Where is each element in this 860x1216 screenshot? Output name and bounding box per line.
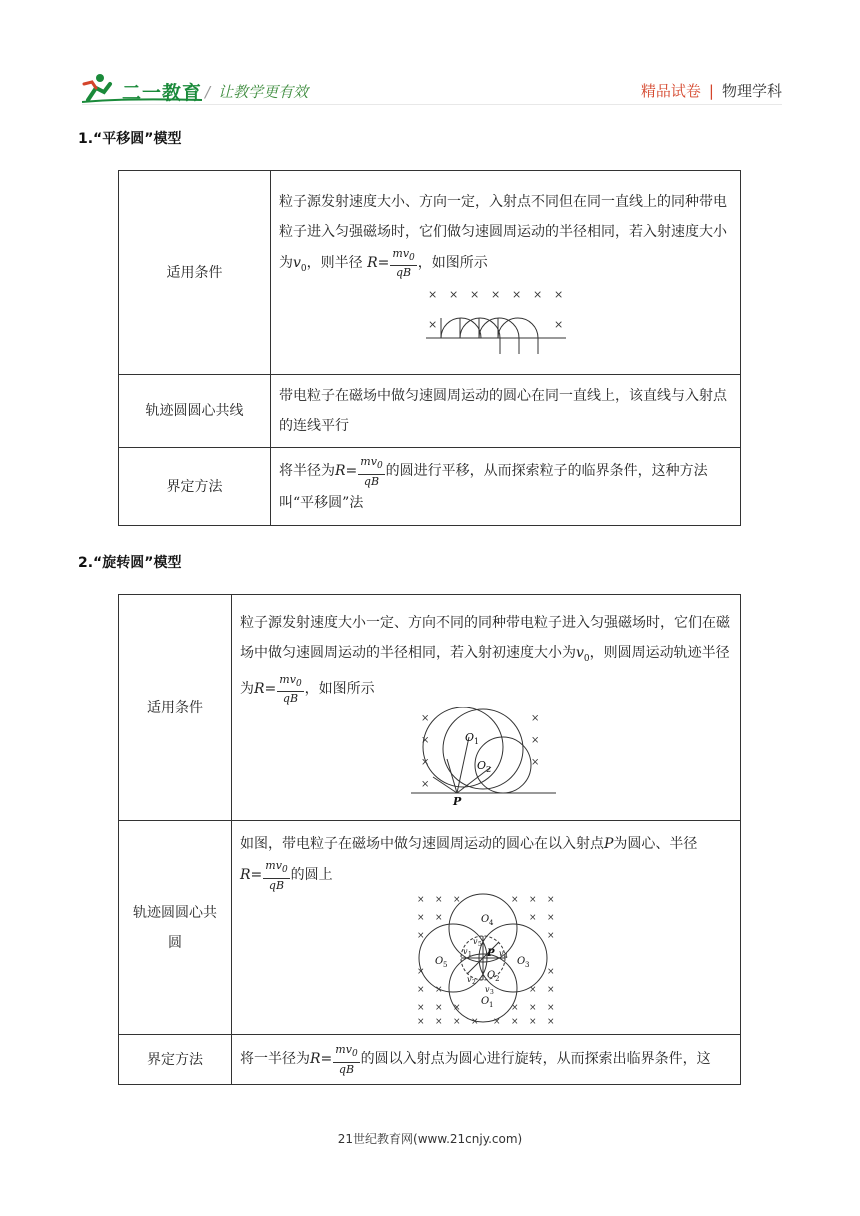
formula-eq: = [264,681,277,698]
frac-num: mv [265,859,282,873]
rotation-circles-figure [411,707,561,807]
field-cross: × [417,894,425,905]
field-cross: × [529,1002,537,1013]
label-v4: v [499,948,504,958]
row-text: 的圆以入射点为圆心进行旋转，从而探索出临界条件，这 [360,1051,711,1068]
formula-v-sub: 0 [300,263,307,274]
table-row [119,1035,741,1085]
field-cross: × [435,1002,443,1013]
field-cross: × [435,1016,443,1026]
field-cross: × [553,287,563,301]
formula-R: R [310,1051,321,1068]
label-v2: v [467,974,472,984]
row-text: 为圆心、半径 [613,836,698,853]
label-O1: O [481,995,490,1007]
label-O1: O [465,731,475,745]
row-text: 的圆上 [290,867,333,884]
row-text: 如图，带电粒子在磁场中做匀速圆周运动的圆心在以入射点 [240,836,604,853]
formula-eq: = [320,1051,333,1068]
field-cross: × [427,287,437,301]
label-v3-sub: 3 [490,988,494,996]
header-right [641,80,782,101]
frac-num: mv [279,673,296,687]
row-label: 轨迹圆圆心共线 [119,375,271,448]
field-cross: × [529,894,537,905]
frac-den: qB [363,474,380,488]
frac-den: qB [396,266,412,280]
field-cross: × [532,287,542,301]
table-row [119,821,741,1035]
field-cross: × [529,984,537,995]
row-text: 将半径为 [279,463,335,480]
label-v3: v [485,984,490,994]
radius-fraction [333,1043,359,1075]
label-O4-sub: 4 [489,918,494,927]
row-text: ，则圆周运动轨迹半径为 [240,644,730,698]
field-cross: × [417,930,425,941]
row-content [232,821,741,1035]
table-row [119,171,741,375]
field-cross: × [531,735,540,747]
section1-title: 1.“平移圆”模型 [78,131,182,147]
field-cross: × [511,894,519,905]
frac-num: mv [392,247,410,261]
row-text: 粒子源发射速度大小一定、方向不同的同种带电粒子进入匀强磁场时，它们在磁场中做匀速圆周运动的半径相同，若入射初速度大小为 [240,614,730,661]
field-cross: × [547,930,555,941]
page-footer: 21世纪教育网(www.21cnjy.com) [337,1132,523,1146]
row-content [232,595,741,821]
formula-eq: = [377,255,390,272]
field-cross: × [417,984,425,995]
formula-R: R [367,255,378,272]
field-cross: × [435,894,443,905]
label-v1-sub: 1 [468,950,472,958]
field-cross: × [547,1016,555,1026]
label-v2-sub: 2 [472,978,476,986]
label-O1-sub: 1 [489,1000,494,1009]
field-cross: × [547,984,555,995]
radius-fraction [358,455,384,487]
field-cross: × [529,912,537,923]
label-O2: O [487,969,496,981]
field-cross: × [435,912,443,923]
subject-label: 物理学科 [721,82,782,100]
row-label: 界定方法 [119,448,271,526]
page-header [0,0,860,110]
frac-num: mv [335,1043,352,1057]
label-v1: v [463,946,468,956]
field-cross: × [448,287,458,301]
table-row [119,375,741,448]
section2-table [118,594,741,1085]
label-P: P [487,947,495,959]
frac-num-sub: 0 [351,1049,358,1060]
table-row [119,595,741,821]
field-cross: × [547,1002,555,1013]
field-cross: × [421,757,430,769]
field-cross: × [417,1016,425,1026]
formula-v: v [576,644,584,661]
field-cross: × [417,966,425,977]
formula-R: R [254,681,265,698]
radius-fraction [390,247,416,279]
field-cross: × [453,1016,461,1026]
label-O2: O [477,759,487,773]
label-O4: O [481,913,490,925]
row-text: 粒子源发射速度大小、方向一定，入射点不同但在同一直线上的同种带电粒子进入匀强磁场时，它们做匀速圆周运动的半径相同，若入射速度大小为 [279,194,727,272]
formula-v: v [293,255,301,272]
section2-title: 2.“旋转圆”模型 [78,555,182,571]
label-v4-sub: 4 [504,952,508,960]
row-label: 适用条件 [119,171,271,375]
translation-circles-figure [426,288,586,358]
row-label: 轨迹圆圆心共圆 [119,821,232,1035]
row-text: 将一半径为 [240,1051,310,1068]
row-label: 界定方法 [119,1035,232,1085]
radius-fraction [263,859,289,891]
frac-num-sub: 0 [295,679,302,690]
frac-den: qB [338,1062,355,1076]
row-content [271,448,741,526]
field-cross: × [547,894,555,905]
row-text: ，如图所示 [304,681,375,698]
field-cross: × [490,287,500,301]
row-content [232,1035,741,1085]
frac-den: qB [268,878,285,892]
separator: | [708,82,714,100]
label-v5: v [473,936,478,946]
field-cross: × [553,317,563,331]
row-content: 带电粒子在磁场中做匀速圆周运动的圆心在同一直线上，该直线与入射点的连线平行 [271,375,741,448]
row-content [271,171,741,375]
label-P: P [453,795,462,808]
label-O2-sub: 2 [495,974,500,983]
header-divider [82,104,782,105]
formula-eq: = [250,867,263,884]
label-O3: O [517,955,526,967]
formula-R: R [240,867,251,884]
table-row [119,448,741,526]
row-text: ，则半径 [306,255,363,272]
slogan-text: 让教学更有效 [218,83,309,101]
field-cross: × [511,1002,519,1013]
field-cross: × [427,317,437,331]
field-cross: × [469,287,479,301]
field-cross: × [471,1016,479,1026]
formula-eq: = [345,463,358,480]
label-O5: O [435,955,444,967]
logo-text: 二一教育 [122,82,203,104]
rotation-center-circles-figure [411,892,561,1026]
label-O3-sub: 3 [525,960,530,969]
field-cross: × [421,735,430,747]
frac-num-sub: 0 [281,865,288,876]
formula-R: R [335,463,346,480]
field-cross: × [435,984,443,995]
section1-table [118,170,741,526]
row-text: ，如图所示 [417,255,488,272]
label-O1-sub: 1 [474,737,480,747]
field-cross: × [417,1002,425,1013]
row-label: 适用条件 [119,595,232,821]
radius-fraction [277,673,303,705]
field-cross: × [547,912,555,923]
field-cross: × [529,1016,537,1026]
frac-num: mv [360,455,377,469]
field-cross: × [453,894,461,905]
field-cross: × [531,713,540,725]
label-O5-sub: 5 [443,960,448,969]
brand-label: 精品试卷 [640,82,701,100]
field-cross: × [453,1002,461,1013]
formula-P: P [604,836,614,853]
field-cross: × [417,912,425,923]
field-cross: × [493,1016,501,1026]
field-cross: × [421,713,430,725]
field-cross: × [421,779,430,791]
row-text: 的圆进行平移，从而探索粒子的临界条件，这种方法叫“平移圆”法 [279,463,708,511]
field-cross: × [511,1016,519,1026]
slogan: / 让教学更有效 [205,83,309,101]
frac-num-sub: 0 [409,253,415,264]
frac-den: qB [282,692,299,706]
label-O2-sub: 2 [486,765,492,775]
field-cross: × [511,287,521,301]
field-cross: × [547,966,555,977]
formula-v-sub: 0 [583,653,590,664]
field-cross: × [531,757,540,769]
label-v5-sub: 5 [478,940,482,948]
frac-num-sub: 0 [376,461,383,472]
